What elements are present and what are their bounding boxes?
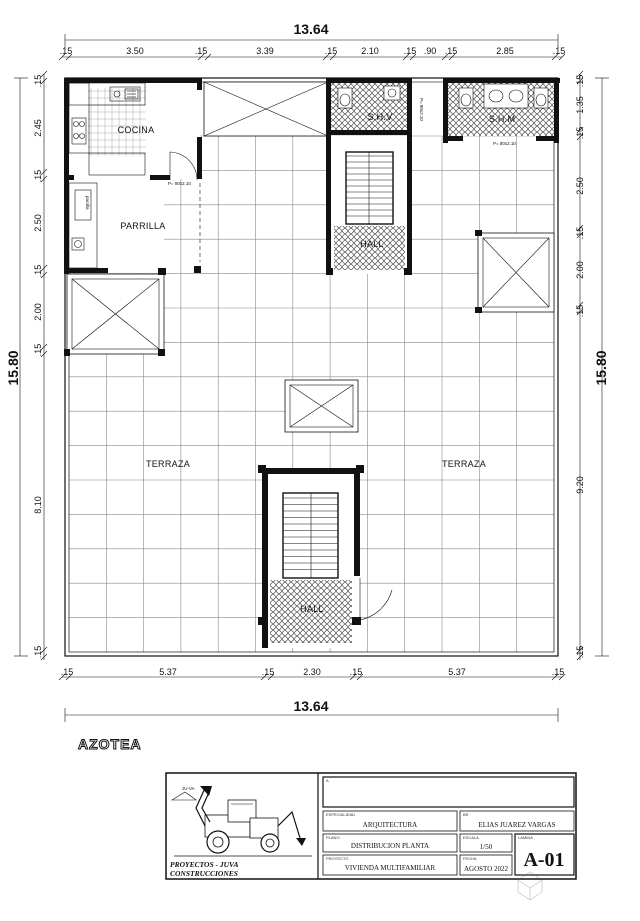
dim-bottom-4: .15	[349, 667, 363, 677]
author-label: BR	[463, 812, 469, 817]
shm-door-note: P= 80x2.10	[493, 141, 516, 146]
especialidad-label: ESPECIALIDAD	[326, 812, 356, 817]
sheet-number: A-01	[523, 849, 565, 871]
fecha-label: FECHA	[463, 856, 477, 861]
dim-top-4: .15	[324, 46, 338, 56]
proyecto-value: VIVIENDA MULTIFAMILIAR	[344, 864, 436, 872]
dim-top-0: .15	[59, 46, 73, 56]
room-label-shv: S.H.V	[367, 112, 393, 122]
room-label-terraza-left: TERRAZA	[145, 459, 191, 469]
dim-right-4: .15	[575, 226, 585, 240]
dim-top-3: 3.39	[256, 46, 274, 56]
room-label-hall-top: HALL	[360, 239, 384, 249]
dim-right-0: .15	[575, 74, 585, 88]
dim-left-7: 8.10	[33, 496, 43, 514]
dim-top-10: .15	[552, 46, 566, 56]
room-label-shm: S.H.M	[488, 114, 516, 124]
cocina-door-note: P= 80x2.10	[168, 181, 191, 186]
dim-right-5: 2.00	[575, 261, 585, 279]
plano-value: DISTRIBUCION PLANTA	[350, 842, 430, 850]
dim-left-2: .15	[33, 169, 43, 183]
bottom-dimensions	[59, 667, 565, 722]
dim-top-8: .15	[444, 46, 458, 56]
dim-right-1: 1.35	[575, 96, 585, 114]
dim-top-6: .15	[403, 46, 417, 56]
dim-top-7: .90	[423, 46, 437, 56]
company-name-line1: PROYECTOS - JUVA	[170, 860, 239, 869]
fecha-value: AGOSTO 2022	[463, 865, 509, 873]
especialidad-value: ARQUITECTURA	[362, 821, 418, 829]
dim-left-1: 2.45	[33, 119, 43, 137]
left-dimensions	[5, 71, 47, 660]
dim-right-3: 2.50	[575, 177, 585, 195]
dim-right-2: .15	[575, 126, 585, 140]
right-dimensions	[575, 71, 609, 660]
shv-door-note: P= 80x2.10	[419, 98, 424, 121]
dim-top-5: 2.10	[361, 46, 379, 56]
dim-right-7: 9.20	[575, 476, 585, 494]
parrilla-fixture-label: parrilla	[85, 196, 90, 210]
top-dimensions	[59, 21, 565, 60]
lamina-label: LAMINA	[518, 835, 533, 840]
dim-left-4: .15	[33, 264, 43, 278]
dim-left-5: 2.00	[33, 303, 43, 321]
dim-bottom-6: .15	[551, 667, 565, 677]
dim-left-6: .15	[33, 343, 43, 357]
dim-right-8: .15	[575, 645, 585, 659]
escala-value: 1/50	[479, 843, 493, 851]
bottom-stair-hall	[258, 465, 392, 648]
top-stair-hall	[326, 136, 412, 275]
dim-right-6: .15	[575, 304, 585, 318]
room-label-hall-bottom: HALL	[300, 604, 324, 614]
dim-bottom-2: .15	[261, 667, 275, 677]
dim-left-3: 2.50	[33, 214, 43, 232]
room-label-cocina: COCINA	[117, 125, 155, 135]
overall-width-bottom: 13.64	[293, 698, 329, 714]
dim-left-8: .15	[33, 645, 43, 659]
dim-bottom-3: 2.30	[303, 667, 321, 677]
plan-title: AZOTEA	[78, 736, 142, 752]
dim-top-1: 3.50	[126, 46, 144, 56]
bathroom-shv	[326, 78, 424, 136]
overall-height-left: 15.80	[5, 350, 21, 386]
author-value: ELIAS JUAREZ VARGAS	[478, 821, 556, 829]
room-label-terraza-right: TERRAZA	[441, 459, 487, 469]
bathroom-shm	[443, 78, 560, 146]
dim-bottom-1: 5.37	[159, 667, 177, 677]
proyecto-label: PROYECTO	[326, 856, 349, 861]
dim-left-0: .15	[33, 74, 43, 88]
dim-top-2: .15	[194, 46, 208, 56]
overall-height-right: 15.80	[593, 350, 609, 386]
title-block	[166, 773, 576, 879]
svg-text:JU-VA: JU-VA	[182, 786, 195, 791]
kitchen-area	[64, 78, 202, 274]
dim-bottom-5: 5.37	[448, 667, 466, 677]
dim-bottom-0: .15	[60, 667, 74, 677]
company-name-line2: CONSTRUCCIONES	[170, 869, 238, 878]
room-label-parrilla: PARRILLA	[120, 221, 166, 231]
plano-label: PLANO	[326, 835, 340, 840]
svg-text:A: A	[326, 778, 329, 783]
dim-top-9: 2.85	[496, 46, 514, 56]
overall-width-top: 13.64	[293, 21, 329, 37]
escala-label: ESCALA	[463, 835, 479, 840]
